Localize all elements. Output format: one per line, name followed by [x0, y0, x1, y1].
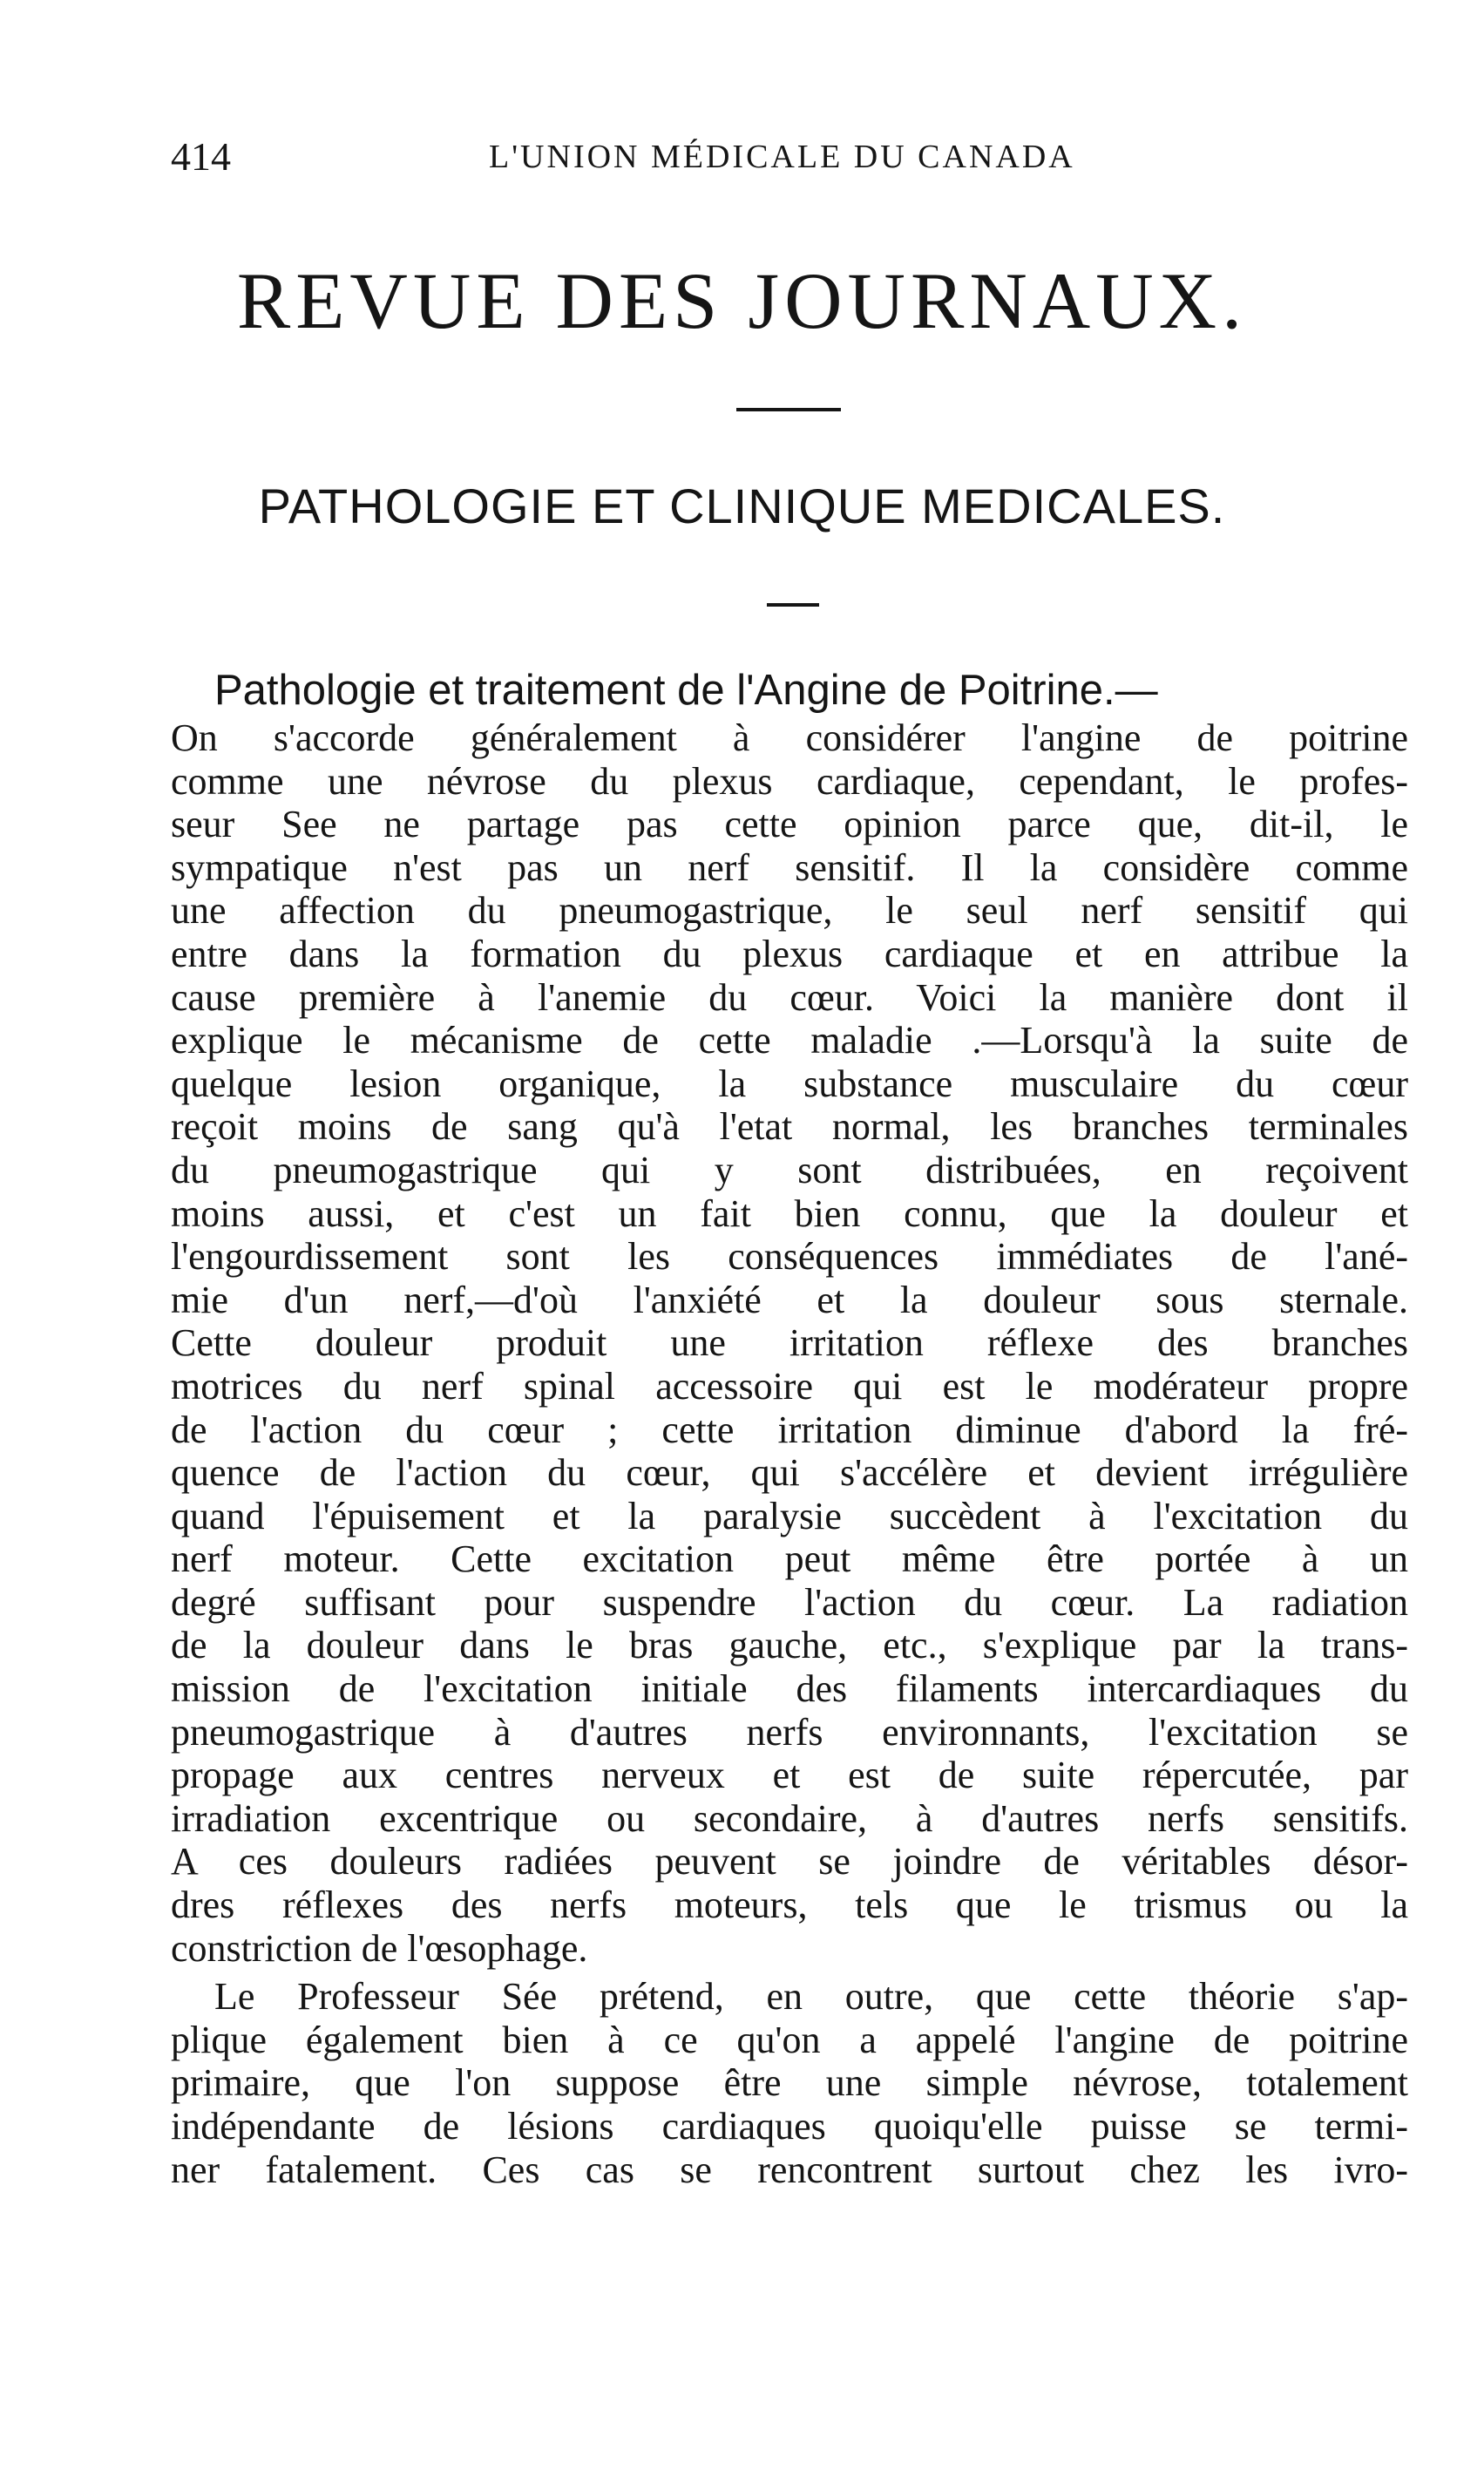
text-line: propage aux centres nerveux et est de suite répercutée, par: [171, 1754, 1408, 1797]
text-line: de l'action du cœur ; cette irritation diminue d'abord la fré-: [171, 1408, 1408, 1451]
text-line: sympatique n'est pas un nerf sensitif. Il la considère comme: [171, 845, 1408, 889]
text-line: reçoit moins de sang qu'à l'etat normal, les branches terminales: [171, 1105, 1408, 1149]
text-line: une affection du pneumogastrique, le seul nerf sensitif qui: [171, 889, 1408, 933]
text-line: constriction de l'œsophage.: [171, 1926, 588, 1970]
text-line: seur See ne partage pas cette opinion parce que, dit-il, le: [171, 803, 1408, 846]
paragraph-1: [171, 716, 1408, 1970]
running-head: [171, 131, 1408, 183]
journal-name: L'UNION MÉDICALE DU CANADA: [489, 139, 1075, 175]
text-line: ner fatalement. Ces cas se rencontrent surtout chez les ivro-: [171, 2148, 1408, 2191]
text-line: entre dans la formation du plexus cardiaque et en attribue la: [171, 932, 1408, 975]
text-line: plique également bien à ce qu'on a appelé l'angine de poitrine: [171, 2018, 1408, 2061]
text-line: comme une névrose du plexus cardiaque, cependant, le profes-: [171, 759, 1408, 803]
text-line: motrices du nerf spinal accessoire qui est le modérateur propre: [171, 1364, 1408, 1408]
text-line: indépendante de lésions cardiaques quoiqu'elle puisse se termi-: [171, 2105, 1408, 2148]
section-divider: [736, 408, 841, 411]
text-line: nerf moteur. Cette excitation peut même être portée à un: [171, 1537, 1408, 1581]
text-line: pneumogastrique à d'autres nerfs environnants, l'excitation se: [171, 1710, 1408, 1754]
text-line: quand l'épuisement et la paralysie succèdent à l'excitation du: [171, 1494, 1408, 1537]
text-line: du pneumogastrique qui y sont distribuées, en reçoivent: [171, 1148, 1408, 1191]
page-number: 414: [171, 134, 231, 179]
article-title: Pathologie et traitement de l'Angine de Poitrine.—: [214, 667, 1158, 714]
text-line: primaire, que l'on suppose être une simple névrose, totalement: [171, 2061, 1408, 2105]
subsection-title: PATHOLOGIE ET CLINIQUE MEDICALES.: [258, 478, 1226, 533]
text-line: de la douleur dans le bras gauche, etc., s'explique par la trans-: [171, 1624, 1408, 1667]
text-line: cause première à l'anemie du cœur. Voici la manière dont il: [171, 975, 1408, 1019]
text-line: quence de l'action du cœur, qui s'accélère et devient irrégulière: [171, 1451, 1408, 1495]
paragraph-2: [171, 1975, 1408, 2191]
article: [171, 664, 1408, 2191]
text-line: Cette douleur produit une irritation réflexe des branches: [171, 1321, 1408, 1365]
text-line: mie d'un nerf,—d'où l'anxiété et la douleur sous sternale.: [171, 1278, 1408, 1321]
text-line: Le Professeur Sée prétend, en outre, que cette théorie s'ap-: [214, 1975, 1408, 2019]
text-line: moins aussi, et c'est un fait bien connu, que la douleur et: [171, 1191, 1408, 1235]
text-line: dres réflexes des nerfs moteurs, tels que le trismus ou la: [171, 1883, 1408, 1927]
text-line: mission de l'excitation initiale des filaments intercardiaques du: [171, 1667, 1408, 1711]
text-line: degré suffisant pour suspendre l'action du cœur. La radiation: [171, 1580, 1408, 1624]
text-line: explique le mécanisme de cette maladie .—Lorsqu'à la suite de: [171, 1019, 1408, 1062]
text-line: quelque lesion organique, la substance musculaire du cœur: [171, 1062, 1408, 1105]
text-line: A ces douleurs radiées peuvent se joindre de véritables désor-: [171, 1840, 1408, 1883]
text-line: On s'accorde généralement à considérer l'angine de poitrine: [171, 716, 1408, 759]
text-line: l'engourdissement sont les conséquences immédiates de l'ané-: [171, 1235, 1408, 1279]
section-title: REVUE DES JOURNAUX.: [236, 256, 1248, 345]
subsection-divider: [767, 603, 819, 607]
text-line: irradiation excentrique ou secondaire, à d'autres nerfs sensitifs.: [171, 1796, 1408, 1840]
